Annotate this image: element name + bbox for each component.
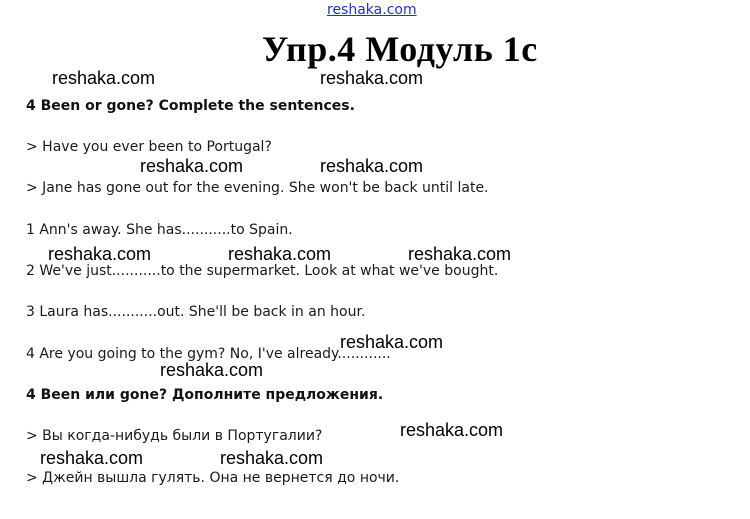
watermark: reshaka.com bbox=[340, 332, 444, 352]
example-line-russian: > Вы когда-нибудь были в Португалии? bbox=[26, 428, 323, 444]
watermark: reshaka.com bbox=[40, 448, 144, 468]
page-title: Упр.4 Модуль 1с bbox=[262, 29, 538, 69]
watermark: reshaka.com bbox=[320, 68, 424, 88]
exercise-item: 2 We've just...........to the supermarket. Look at what we've bought. bbox=[26, 263, 499, 279]
site-link[interactable]: reshaka.com bbox=[327, 2, 417, 18]
watermark: reshaka.com bbox=[228, 244, 332, 264]
exercise-item: 1 Ann's away. She has...........to Spain. bbox=[26, 222, 293, 238]
example-line: > Have you ever been to Portugal? bbox=[26, 139, 272, 155]
watermark: reshaka.com bbox=[140, 156, 244, 176]
exercise-item: 4 Are you going to the gym? No, I've already............ bbox=[26, 346, 391, 362]
watermark: reshaka.com bbox=[48, 244, 152, 264]
watermark: reshaka.com bbox=[320, 156, 424, 176]
exercise-item: 3 Laura has...........out. She'll be back in an hour. bbox=[26, 304, 366, 320]
watermark: reshaka.com bbox=[408, 244, 512, 264]
watermark: reshaka.com bbox=[400, 420, 504, 440]
exercise-heading-russian: 4 Been или gone? Дополните предложения. bbox=[26, 387, 384, 403]
exercise-heading-english: 4 Been or gone? Complete the sentences. bbox=[26, 98, 355, 114]
watermark: reshaka.com bbox=[160, 360, 264, 380]
example-line: > Jane has gone out for the evening. She won't be back until late. bbox=[26, 180, 489, 196]
watermark: reshaka.com bbox=[52, 68, 156, 88]
watermark: reshaka.com bbox=[220, 448, 324, 468]
example-line-russian: > Джейн вышла гулять. Она не вернется до ночи. bbox=[26, 470, 400, 486]
